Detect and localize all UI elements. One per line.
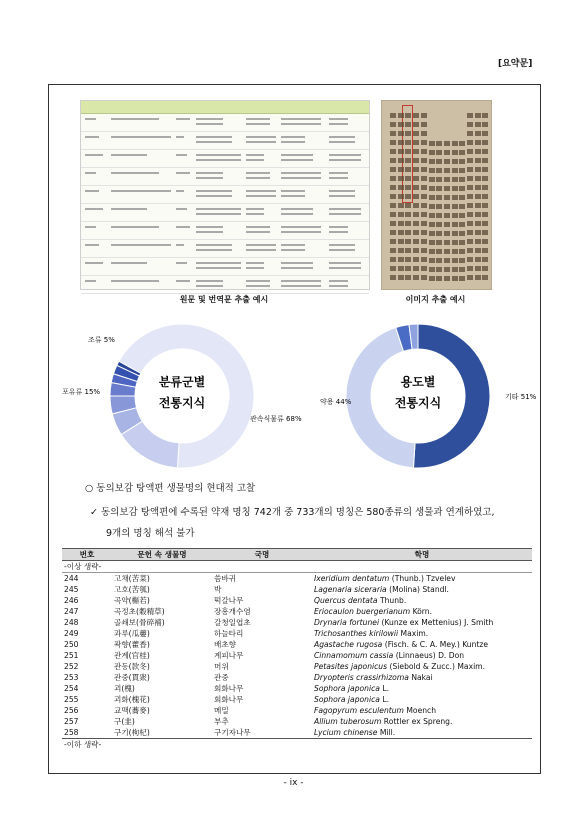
row-literature-name: 곡정초(穀精草)	[114, 607, 165, 616]
scientific-binomial: Eriocaulon buergerianum	[314, 607, 411, 616]
table-row	[62, 595, 532, 606]
row-korean-name: 장흥개수염	[214, 607, 251, 616]
row-literature-name: 고호(苦瓠)	[114, 585, 150, 594]
chart-title-line2: 전통지식	[394, 396, 442, 410]
scientific-authority: (Siebold & Zucc.) Maxim.	[389, 662, 485, 671]
omitted-note: -이하 생략-	[64, 740, 102, 749]
omitted-note: -이상 생략-	[62, 561, 532, 573]
scientific-binomial: Petasites japonicus	[314, 662, 388, 671]
section-tag: [요약문]	[498, 59, 533, 69]
table-row	[62, 716, 532, 727]
scientific-binomial: Trichosanthes kirilowii	[314, 629, 399, 638]
scientific-authority: (Linnaeus) D. Don	[395, 651, 465, 660]
row-scientific-name	[312, 672, 532, 683]
table-row	[62, 683, 532, 694]
scientific-binomial: Sophora japonica	[314, 684, 380, 693]
table-row	[62, 573, 532, 585]
scientific-authority: (Kunze ex Mettenius) J. Smith	[381, 618, 494, 627]
row-korean-name: 머위	[214, 662, 229, 671]
page-number: - ix -	[283, 778, 304, 788]
table-row	[62, 661, 532, 672]
row-literature-name: 구(韭)	[114, 717, 135, 726]
header-korean-name: 국명	[212, 549, 312, 561]
row-number: 247	[64, 607, 79, 616]
header-scientific-name: 학명	[312, 549, 532, 561]
row-scientific-name	[312, 705, 532, 716]
caption-image-extraction: 이미지 추출 예시	[405, 295, 466, 304]
row-scientific-name	[312, 727, 532, 739]
row-literature-name: 관계(官桂)	[114, 651, 150, 660]
row-korean-name: 회화나무	[214, 695, 244, 704]
row-literature-name: 관중(貫衆)	[114, 673, 150, 682]
table-row	[62, 694, 532, 705]
row-literature-name: 곡약(槲若)	[114, 596, 150, 605]
row-scientific-name	[312, 683, 532, 694]
row-literature-name: 고채(苦菜)	[114, 574, 150, 583]
check-icon: ✓	[90, 507, 98, 518]
scientific-authority: Maxim.	[400, 629, 429, 638]
row-scientific-name	[312, 661, 532, 672]
scientific-authority: L.	[382, 684, 389, 693]
scientific-binomial: Ixeridium dentatum	[314, 574, 390, 583]
caption-text-extraction: 원문 및 번역문 추출 예시	[179, 295, 269, 304]
chart-title-line1: 분류군별	[158, 375, 206, 389]
scientific-authority: Mill.	[379, 728, 396, 737]
summary-line-2: 9개의 명칭 해석 불가	[106, 528, 195, 539]
row-korean-name: 떡갈나무	[214, 596, 244, 605]
row-korean-name: 메밀	[214, 706, 229, 715]
row-number: 256	[64, 706, 79, 715]
manuscript-image-screenshot	[381, 100, 492, 290]
row-literature-name: 교맥(蕎麥)	[114, 706, 150, 715]
row-number: 246	[64, 596, 79, 605]
section-heading: ○ 동의보감 탕액편 생물명의 현대적 고찰	[85, 483, 256, 494]
row-scientific-name	[312, 628, 532, 639]
row-number: 244	[64, 574, 79, 583]
row-korean-name: 계피나무	[214, 651, 244, 660]
scientific-authority: Moench	[406, 706, 437, 715]
row-number: 253	[64, 673, 79, 682]
row-scientific-name	[312, 573, 532, 585]
row-scientific-name	[312, 650, 532, 661]
row-number: 257	[64, 717, 79, 726]
row-korean-name: 배초향	[214, 640, 237, 649]
row-korean-name: 씀바귀	[214, 574, 237, 583]
translation-table-screenshot	[80, 100, 370, 290]
summary-line-1: 동의보감 탕액편에 수록된 약재 명칭 742개 중 733개의 명칭은 580종류의 생물과 연계하였고,	[101, 507, 495, 518]
scientific-binomial: Allium tuberosum	[314, 717, 382, 726]
scientific-binomial: Agastache rugosa	[314, 640, 383, 649]
row-number: 254	[64, 684, 79, 693]
slice-label: 기타 51%	[505, 393, 537, 401]
table-row	[62, 705, 532, 716]
row-number: 258	[62, 727, 112, 739]
row-number: 249	[64, 629, 79, 638]
row-number: 250	[64, 640, 79, 649]
slice-label: 조류 5%	[88, 336, 115, 344]
scientific-binomial: Sophora japonica	[314, 695, 380, 704]
row-number: 252	[64, 662, 79, 671]
table-row	[62, 639, 532, 650]
header-literature-name: 문헌 속 생물명	[112, 549, 212, 561]
row-korean-name: 관중	[214, 673, 229, 682]
row-literature-name: 괴화(槐花)	[114, 695, 150, 704]
scientific-authority: Nakai	[411, 673, 433, 682]
row-number: 251	[64, 651, 79, 660]
scientific-authority: (Thunb.) Tzvelev	[391, 574, 456, 583]
slice-label: 약용 44%	[320, 398, 352, 406]
scientific-authority: Rottler ex Spreng.	[383, 717, 453, 726]
omitted-above-row	[62, 561, 532, 573]
scientific-binomial: Lycium chinense	[314, 728, 378, 737]
scientific-authority: Thunb.	[379, 596, 407, 605]
row-scientific-name	[312, 584, 532, 595]
row-literature-name: 구기(枸杞)	[112, 727, 212, 739]
taxon-donut-chart	[62, 314, 302, 484]
chart-title-line1: 용도별	[400, 375, 436, 389]
row-scientific-name	[312, 617, 532, 628]
table-row	[62, 727, 532, 739]
row-korean-name: 박	[214, 585, 222, 594]
table-row	[62, 672, 532, 683]
table-row	[62, 606, 532, 617]
row-scientific-name	[312, 639, 532, 650]
summary-paragraph	[90, 502, 530, 544]
omitted-below-row	[62, 739, 532, 751]
usage-donut-chart	[300, 314, 540, 484]
row-korean-name: 구기자나무	[212, 727, 312, 739]
table-row	[62, 584, 532, 595]
slice-label: 관속식물류 68%	[250, 415, 302, 423]
row-number: 245	[64, 585, 79, 594]
scientific-binomial: Fagopyrum esculentum	[314, 706, 404, 715]
row-scientific-name	[312, 606, 532, 617]
scientific-authority: (Molina) Standl.	[389, 585, 449, 594]
row-korean-name: 회화나무	[214, 684, 244, 693]
row-korean-name: 갈청일엽초	[214, 618, 251, 627]
scientific-binomial: Quercus dentata	[314, 596, 378, 605]
table-row	[62, 628, 532, 639]
row-scientific-name	[312, 694, 532, 705]
scientific-binomial: Drynaria fortunei	[314, 618, 380, 627]
scientific-authority: (Fisch. & C. A. Mey.) Kuntze	[384, 640, 489, 649]
row-literature-name: 과루(瓜蔞)	[114, 629, 150, 638]
scientific-authority: L.	[382, 695, 389, 704]
species-table	[62, 548, 532, 750]
row-number: 248	[64, 618, 79, 627]
scientific-binomial: Lagenaria siceraria	[314, 585, 387, 594]
row-korean-name: 하늘타리	[214, 629, 244, 638]
row-literature-name: 골쇄보(骨碎補)	[114, 618, 165, 627]
scientific-binomial: Cinnamomum cassia	[314, 651, 394, 660]
row-scientific-name	[312, 716, 532, 727]
slice-label: 포유류 15%	[62, 388, 101, 396]
row-korean-name: 부추	[214, 717, 229, 726]
table-row	[62, 650, 532, 661]
row-scientific-name	[312, 595, 532, 606]
scientific-authority: Körn.	[412, 607, 433, 616]
table-header-row	[62, 549, 532, 561]
table-row	[62, 617, 532, 628]
header-number: 번호	[62, 549, 112, 561]
scientific-binomial: Dryopteris crassirhizoma	[314, 673, 409, 682]
row-number: 255	[64, 695, 79, 704]
row-literature-name: 괴(槐)	[114, 684, 135, 693]
row-literature-name: 관동(款冬)	[114, 662, 150, 671]
chart-title-line2: 전통지식	[158, 396, 206, 410]
row-literature-name: 곽향(藿香)	[114, 640, 150, 649]
